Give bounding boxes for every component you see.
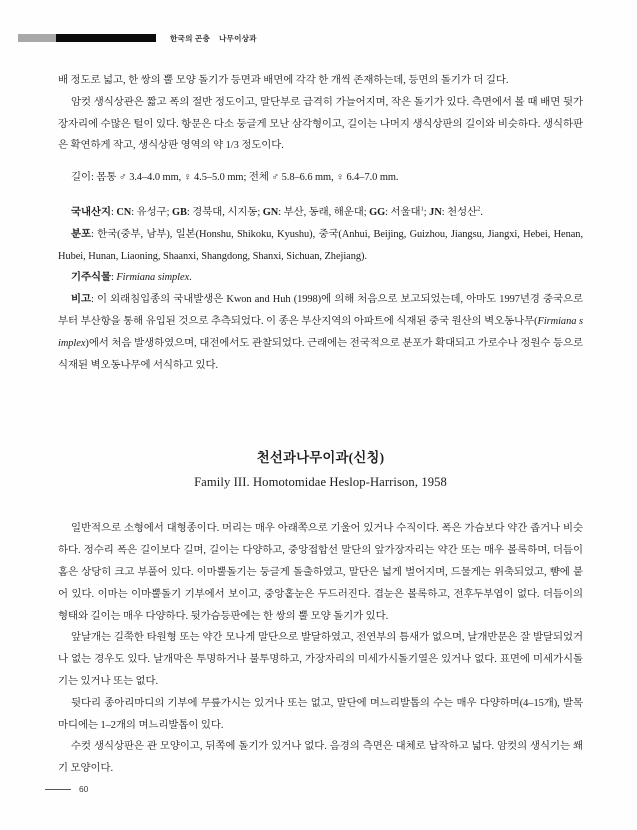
family-korean-name: 천선과나무이과(신칭) bbox=[256, 450, 385, 466]
distribution-label: 분포 bbox=[71, 228, 91, 240]
family-description-text-3: 뒷다리 종아리마디의 기부에 무릎가시는 있거나 또는 없고, 말단에 며느리발톱의 수는 매우 다양하며(4–15개), 발목마디에는 1–2개의 며느리발톱이 있다. bbox=[58, 697, 583, 731]
locality-code-cn: CN bbox=[116, 206, 132, 218]
locality-code-gb: GB bbox=[172, 206, 187, 218]
hostplant-label: 기주식물 bbox=[71, 272, 111, 284]
paragraph-family-head-thorax bbox=[58, 518, 583, 627]
running-header bbox=[18, 31, 619, 45]
locality-text-jn: : 천성산 bbox=[441, 206, 478, 218]
paragraph-hostplant bbox=[58, 267, 583, 289]
locality-text-gg: : 서울대 bbox=[385, 206, 421, 218]
paragraph-description-continued bbox=[58, 70, 583, 92]
text-column bbox=[58, 70, 583, 780]
hostplant-colon: : bbox=[110, 272, 117, 284]
remarks-scientific-name: Firmiana simplex bbox=[58, 315, 583, 349]
paragraph-family-hindleg bbox=[58, 693, 583, 737]
female-terminalia-text: 암컷 생식상관은 짧고 폭의 절반 정도이고, 말단부로 급격히 가늘어지며, 작은 돌기가 있다. 측면에서 볼 때 배면 뒷가장자리에 수많은 털이 있다. 항문은 다소 둥글게 모난 삼각형이고, 길이는 나머지 생식상판의 길이와 비슷하다. 생식하판은 확연하게 작고, 생식상판 영역의 약 1/3 정도이다. bbox=[58, 96, 583, 152]
paragraph-distribution bbox=[58, 224, 583, 268]
page-number: 60 bbox=[79, 784, 89, 794]
header-title-group bbox=[170, 33, 257, 44]
remarks-text-part-2: )에서 처음 발생하였으며, 대전에서도 관찰되었다. 근래에는 전국적으로 분포가 확대되고 가로수나 정원수 등으로 식재된 벽오동나무에 서식하고 있다. bbox=[58, 337, 583, 371]
locality-code-gg: GG bbox=[369, 206, 386, 218]
remarks-label: 비고 bbox=[71, 294, 91, 306]
header-section-title: 나무이상과 bbox=[219, 33, 257, 43]
family-heading-block bbox=[58, 446, 583, 494]
locality-text-gb: : 경북대, 시지동; bbox=[186, 206, 263, 218]
family-description-text-2: 앞날개는 길쭉한 타원형 또는 약간 모나게 말단으로 발달하였고, 전연부의 틈새가 없으며, 날개반문은 잘 발달되었거나 없는 경우도 있다. 날개막은 투명하거나 불투명하고, 가장자리의 미세가시돌기열은 있거나 없다. 표면에 미세가시돌기는 있거나 또는 없다. bbox=[58, 632, 583, 687]
paragraph-korean-localities: 국내산지: CN: 유성구; GB: 경북대, 시지동; GN: 부산, 동래, 해운대; GG: 서울대$^1$; JN: 천성산$^2$. bbox=[71, 205, 483, 218]
family-description-text-4: 수컷 생식상판은 관 모양이고, 뒤쪽에 돌기가 있거나 없다. 음경의 측면은 대체로 납작하고 넓다. 암컷의 생식기는 쐐기 모양이다. bbox=[58, 741, 583, 775]
locality-text-cn: : 유성구; bbox=[131, 206, 172, 218]
hostplant-scientific-name: Firmiana simplex bbox=[116, 272, 190, 284]
locality-terminator: . bbox=[480, 206, 483, 218]
header-rule-black-segment bbox=[56, 34, 156, 42]
paragraph-family-forewing bbox=[58, 627, 583, 692]
localities-label: 국내산지 bbox=[71, 206, 111, 218]
paragraph-remarks bbox=[58, 289, 583, 376]
locality-code-jn: JN bbox=[429, 206, 442, 218]
measurements-label: 길이: bbox=[71, 172, 94, 184]
distribution-text: : 한국(중부, 남부), 일본(Honshu, Shikoku, Kyushu), 중국(Anhui, Beijing, Guizhou, Jiangsu, Jiangxi, Hebei, Henan, Hubei, Hunan, Liaoning, Shaanxi, Shangdong, Shanxi, Sichuan, Zhejiang). bbox=[58, 228, 583, 262]
paragraph-family-genitalia bbox=[58, 736, 583, 780]
locality-footnote-marker-1: 1 bbox=[420, 205, 424, 213]
paragraph-measurements bbox=[58, 167, 583, 189]
page-footer bbox=[45, 784, 88, 794]
hostplant-terminator: . bbox=[189, 272, 192, 284]
footer-rule-decoration bbox=[45, 789, 71, 790]
header-rule-decoration bbox=[18, 34, 156, 42]
spacer bbox=[58, 157, 583, 167]
spacer bbox=[58, 189, 583, 202]
header-book-title: 한국의 곤충 bbox=[170, 33, 210, 43]
locality-footnote-marker-2: 2 bbox=[477, 205, 481, 213]
paragraph-female-terminalia bbox=[58, 92, 583, 157]
locality-code-gn: GN bbox=[262, 206, 279, 218]
header-rule-gray-segment bbox=[18, 34, 56, 42]
remarks-text-part-1: : 이 외래침입종의 국내발생은 Kwon and Huh (1998)에 의해 처음으로 보고되었는데, 아마도 1997년경 중국으로부터 부산항을 통해 유입된 것으로 추측되었다. 이 종은 부산지역의 아파트에 식재된 중국 원산의 벽오동나무( bbox=[58, 294, 583, 327]
measurements-value: 몸통 ♂ 3.4–4.0 mm, ♀ 4.5–5.0 mm; 전체 ♂ 5.8–6.6 mm, ♀ 6.4–7.0 mm. bbox=[96, 172, 399, 184]
family-latin-name: Family III. Homotomidae Heslop-Harrison, 1958 bbox=[194, 475, 447, 490]
locality-text-gn: : 부산, 동래, 해운대; bbox=[278, 206, 370, 218]
description-text: 배 정도로 넓고, 한 쌍의 뿔 모양 돌기가 등면과 배면에 각각 한 개씩 존재하는데, 등면의 돌기가 더 길다. bbox=[58, 75, 509, 86]
family-description-text-1: 일반적으로 소형에서 대형종이다. 머리는 매우 아래쪽으로 기울어 있거나 수직이다. 폭은 가슴보다 약간 좁거나 비슷하다. 정수리 폭은 길이보다 길며, 길이는 다양하고, 중앙접합선 말단의 앞가장자리는 약간 또는 매우 볼록하며, 더듬이 홈은 상당히 크고 부풀어 있다. 이마뿔돌기는 둥글게 돌출하였고, 말단은 넓게 벌어지며, 드물게는 위축되었고, 뺨에 붙어 있다. 이마는 이마뿔돌기 기부에서 보이고, 중앙홑눈은 두드러진다. 겹눈은 볼록하고, 전후두부엽이 없다. 더듬이의 형태와 길이는 매우 다양하다. 뒷가슴등판에는 한 쌍의 뿔 모양 돌기가 있다. bbox=[58, 523, 583, 622]
